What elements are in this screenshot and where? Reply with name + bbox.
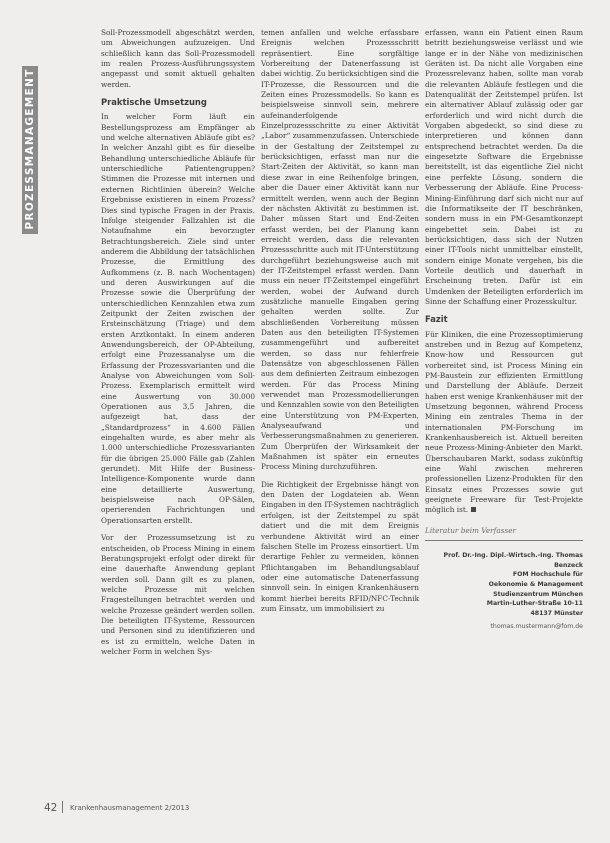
paragraph: temen anfallen und welche erfassbare Ereignis welchen Prozessschritt repräsentiert. Eine sorgfältige Vorbereitung der Datenerfassung ist dabei wichtig. Zu berücksichtigen sind die IT-Prozesse, die Ressourcen und die Zeiten eines Prozessmodells. So kann es beispielsweise sinnvoll sein, mehrere aufeinanderfolgende Einzelprozessschritte zu einer Aktivität „Labor“ zusammenzufassen. Unterschiede in der Gestaltung der Zeitstempel zu berücksichtigen, erfasst man nur die Start-Zeiten der Aktivität, so kann man diese zwar in eine Reihenfolge bringen, aber die Dauer einer Aktivität kann nur ermittelt werden, wenn auch der Beginn der nächsten Aktivität zu bestimmen ist. Daher müssen Start und End-Zeiten erfasst werden, bei der Planung kann erreicht werden, dass die relevanten Prozessschritte auch mit IT-Unterstützung durchgeführt beziehungsweise auch mit der IT-Zeitstempel erfasst werden. Dann muss ein neuer IT-Zeitstempel eingeführt werden, wobei der Aufwand durch zusätzliche manuelle Eingaben gering gehalten werden sollte. Zur abschließenden Vorbereitung müssen Daten aus den beteiligten IT-Systemen zusammengeführt und aufbereitet werden, so dass nur fehlerfreie Datensätze von abgeschlossenen Fällen aus dem definierten Zeitraum einbezogen werden. Für das Process Mining verwendet man Prozessmodellierungen und Kennzahlen sowie von den Beteiligten eine Unterstützung von PM-Experten, Analyseaufwand und Verbesserungsmaßnahmen zu generieren. Zum Überprüfen der Wirksamkeit der Maßnahmen ist später ein erneutes Process Mining durchzuführen. — [261, 28, 419, 472]
column-3 — [425, 28, 583, 632]
author-name: Prof. Dr.-Ing. Dipl.-Wirtsch.-Ing. Thomas Benzeck — [443, 552, 583, 569]
page-number: 42 — [44, 802, 58, 814]
author-box — [425, 551, 583, 632]
literature-note: Literatur beim Verfasser — [425, 525, 517, 535]
paragraph: Die Richtigkeit der Ergebnisse hängt von den Daten der Logdateien ab. Wenn Eingaben in den IT-Systemen nachträglich erfolgen, ist der Zeitstempel zu spät datiert und die mit dem Ereignis verbundene Aktivität wird an einer falschen Stelle im Prozess einsortiert. Um derartige Fehler zu vermeiden, können Pflichtangaben im Behandlungsablauf oder eine automatische Datenerfassung sinnvoll sein. In einigen Krankenhäusern kommt hierbei bereits RFID/NFC-Technik zum Einsatz, um immobilisiert zu — [261, 479, 419, 613]
column-2 — [261, 28, 419, 621]
paragraph: In welcher Form läuft ein Bestellungsprozess am Empfänger ab und welche alternativen Abläufe gibt es? In welcher Anzahl gibt es für dieselbe Behandlung unterschiedliche Abläufe für unterschiedliche Patientengruppen? Stimmen die Prozesse mit internen und externen Richtlinien überein? Welche Ergebnisse existieren in einem Prozess? Dies sind typische Fragen in der Praxis. Infolge steigender Fallzahlen ist die Notaufnahme ein bevorzugter Betrachtungsbereich. Ziele sind unter anderem die Abbildung der tatsächlichen Prozesse, die Ermittlung des Aufkommens (z. B. nach Wochentagen) und deren Auswirkungen auf die Prozesse sowie die Überprüfung der unterschiedlichen Kennzahlen etwa zum Zeitpunkt der Zeiten zwischen der Ersteinschätzung (Triage) und dem ersten Arztkontakt. In einem anderen Anwendungsbereich, der OP-Abteilung, erfolgt eine Prozessanalyse um die Erfassung der Prozessvarianten und die Analyse von Abweichungen vom Soll-Prozess. Exemplarisch ermittelt wird eine Auswertung von 30.000 Operationen aus 3,5 Jahren, die aufgezeigt hat, dass der „Standardprozess“ in 4.600 Fällen eingehalten wurde, es aber mehr als 1.000 unterschiedliche Prozessvarianten für die übrigen 25.000 Fälle gab (Zahlen gerundet). Mit Hilfe der Business-Intelligence-Komponente wurde dann eine detaillierte Auswertung, beispielsweise nach OP-Sälen, operierenden Fachrichtungen und Operationsarten erstellt. — [101, 112, 255, 525]
divider — [425, 540, 583, 541]
author-email: thomas.mustermann@fom.de — [490, 623, 583, 631]
section-heading-praktische-umsetzung: Praktische Umsetzung — [101, 97, 207, 108]
author-org: FOM Hochschule für — [512, 571, 583, 579]
paragraph — [425, 330, 583, 516]
column-1 — [101, 28, 255, 664]
page-footer — [44, 802, 304, 814]
author-dept: Oekonomie & Management — [488, 580, 583, 588]
author-site: Studienzentrum München — [493, 590, 583, 598]
author-city: 48137 Münster — [530, 609, 583, 617]
author-street: Martin-Luther-Straße 10-11 — [486, 600, 583, 608]
section-tab — [22, 66, 38, 234]
section-label: PROZESSMANAGEMENT — [24, 68, 36, 230]
paragraph: Soll-Prozessmodell abgeschätzt werden, um Abweichungen aufzuzeigen. Und schließlich kann das Soll-Prozessmodell im realen Prozess-Ausführungssystem angepasst und somit aktuell gehalten werden. — [101, 28, 255, 89]
section-heading-fazit: Fazit — [425, 314, 448, 325]
paragraph: erfassen, wann ein Patient einen Raum betritt beziehungsweise verlässt und wie lange er in der Nähe von medizinischen Geräten ist. Da nicht alle Vorgaben eine Prozessrelevanz haben, sollte man vorab die relevanten Abläufe festlegen und die Datenqualität der Zeitstempel prüfen. Ist ein alternativer Ablauf zulässig oder gar erforderlich und wird nicht durch die Vorgaben abgedeckt, so sind diese zu interpretieren und können dann entsprechend betrachtet werden. Da die eingesetzte Software die Ergebnisse bereitstellt, ist das eigentliche Ziel nicht eine perfekte Lösung, sondern die Verbesserung der Abläufe. Eine Process-Mining-Einführung darf sich nicht nur auf die Informatikseite der IT beschränken, sondern muss in ein PM-Gesamtkonzept eingebettet sein. Dabei ist zu berücksichtigen, dass sich der Nutzen einer IT-Tools nicht unmittelbar einstellt, sondern einige Monate vergehen, bis die Vorteile deutlich und dauerhaft in Erscheinung treten. Dafür ist ein Umdenken der Beteiligten erforderlich im Sinne der Schaffung einer Prozesskultur. — [425, 28, 583, 306]
paragraph: Vor der Prozessumsetzung ist zu entscheiden, ob Process Mining in einem Beratungsprojekt erfolgt oder direkt für eine dauerhafte Anwendung geplant werden soll. Dann gilt es zu planen, welche Prozesse mit welchen Fragestellungen betrachtet werden und welche Prozesse geändert werden sollen. Die beteiligten IT-Systeme, Ressourcen und Personen sind zu identifizieren und es ist zu ermitteln, welche Daten in welcher Form in welchen Sys- — [101, 533, 255, 656]
fazit-text: Für Kliniken, die eine Prozessoptimierung anstreben und in Bezug auf Kompetenz, Know-how und Ressourcen gut vorbereitet sind, ist Process Mining ein PM-Baustein zur effizienten Ermittlung und Darstellung der Abläufe. Derzeit haben erst wenige Krankenhäuser mit der Umsetzung begonnen, während Process Mining ein zentrales Thema in der internationalen PM-Forschung im Krankenhausbereich ist. Aktuell bereiten neue Prozess-Mining-Anbieter den Markt. Überschaubaren Markt, sodass zukünftig eine Wahl zwischen mehreren professionellen Lizenz-Produkten für den Einsatz eines Prozesses sowie gut geeignete Freeware für Test-Projekte möglich ist. — [425, 329, 583, 515]
footer-divider — [62, 801, 63, 813]
publication-name: Krankenhausmanagement 2/2013 — [70, 804, 190, 812]
end-of-article-mark — [471, 507, 476, 512]
